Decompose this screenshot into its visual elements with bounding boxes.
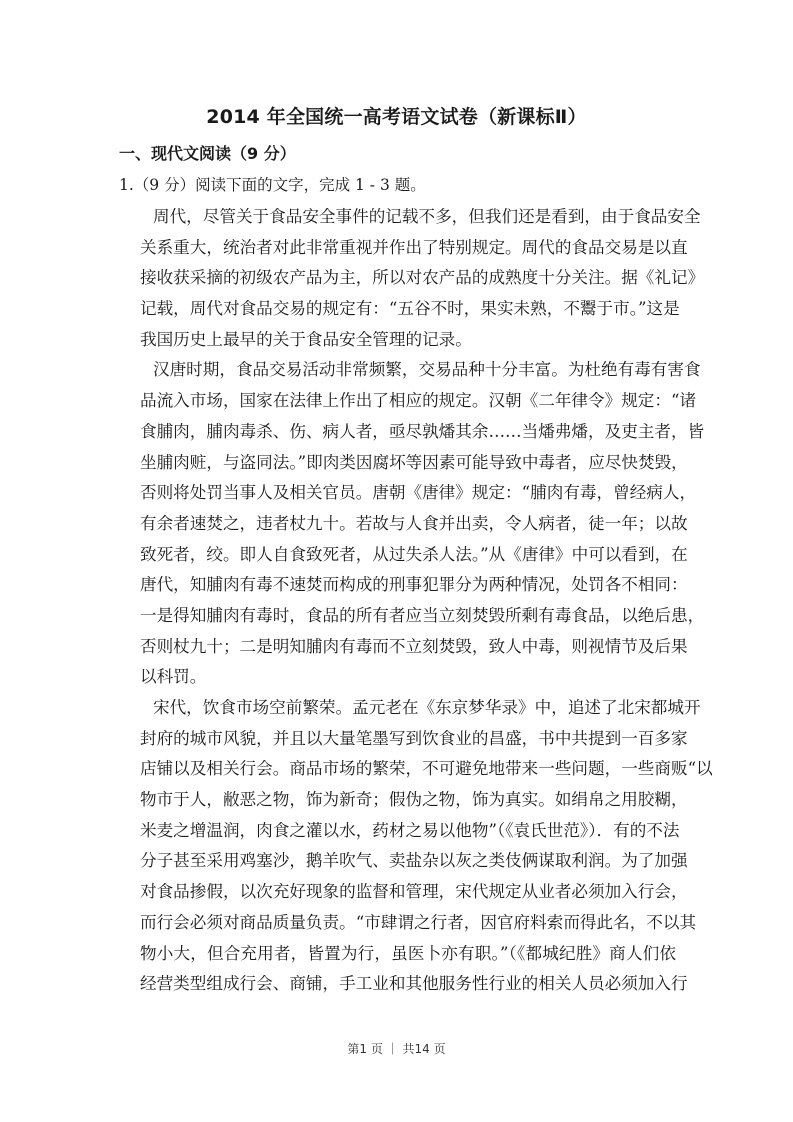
passage-line: 否则杖九十；二是明知脯肉有毒而不立刻焚毁，致人中毒，则视情节及后果 — [140, 636, 688, 656]
passage-line: 米麦之增温润，肉食之灌以水，药材之易以他物”（《袁氏世范》）．有的不法 — [140, 820, 680, 840]
passage-line: 经营类型组成行会、商铺，手工业和其他服务性行业的相关人员必须加入行 — [140, 974, 688, 994]
passage-line: 而行会必须对商品质量负责。“市肆谓之行者，因官府料索而得此名，不以其 — [140, 912, 697, 932]
section-heading: 一、现代文阅读（9 分） — [119, 144, 296, 163]
passage-line: 物小大，但合充用者，皆置为行，虽医卜亦有职。”（《都城纪胜》商人们依 — [140, 943, 676, 963]
passage-line: 唐代，知脯肉有毒不速焚而构成的刑事犯罪分为两种情况，处罚各不相同： — [140, 575, 688, 595]
passage-line: 店铺以及相关行会。商品市场的繁荣，不可避免地带来一些问题，一些商贩“以 — [140, 759, 713, 779]
passage-line: 物市于人，敝恶之物，饰为新奇；假伪之物，饰为真实。如绢帛之用胶糊， — [140, 790, 688, 810]
passage-line: 记载，周代对食品交易的规定有：“五谷不时，果实未熟，不鬻于市。”这是 — [140, 299, 680, 319]
passage-line: 对食品掺假，以次充好现象的监督和管理，宋代规定从业者必须加入行会， — [140, 882, 688, 902]
passage-line: 关系重大，统治者对此非常重视并作出了特别规定。周代的食品交易是以直 — [140, 237, 688, 257]
passage-line: 宋代，饮食市场空前繁荣。孟元老在《东京梦华录》中，追述了北宋都城开 — [153, 698, 701, 717]
passage-line: 品流入市场，国家在法律上作出了相应的规定。汉朝《二年律令》规定：“诸 — [140, 391, 697, 411]
passage-line: 接收获采摘的初级农产品为主，所以对农产品的成熟度十分关注。据《礼记》 — [140, 268, 705, 288]
passage-line: 食脯肉，脯肉毒杀、伤、病人者，亟尽孰燔其余……当燔弗燔，及吏主者，皆 — [140, 421, 705, 441]
passage-line: 否则将处罚当事人及相关官员。唐朝《唐律》规定：“脯肉有毒，曾经病人， — [140, 483, 697, 503]
reading-passage — [140, 202, 713, 1000]
page-title: 2014 年全国统一高考语文试卷（新课标Ⅱ） — [206, 106, 587, 128]
passage-line: 分子甚至采用鸡塞沙，鹅羊吹气、卖盐杂以灰之类伎俩谋取利润。为了加强 — [140, 851, 688, 871]
passage-line: 致死者，绞。即人自食致死者，从过失杀人法。”从《唐律》中可以看到，在 — [140, 544, 688, 564]
passage-line: 坐脯肉赃，与盗同法。”即肉类因腐坏等因素可能导致中毒者，应尽快焚毁， — [140, 452, 688, 472]
passage-line: 有余者速焚之，违者杖九十。若故与人食并出卖，令人病者，徒一年；以故 — [140, 513, 688, 533]
passage-line: 以科罚。 — [140, 667, 207, 687]
question-prompt: 1.（9 分）阅读下面的文字，完成 1 - 3 题。 — [119, 176, 426, 194]
passage-line: 汉唐时期，食品交易活动非常频繁，交易品种十分丰富。为杜绝有毒有害食 — [153, 360, 701, 380]
page-footer: 第1 页 ｜ 共14 页 — [347, 1042, 446, 1056]
passage-line: 我国历史上最早的关于食品安全管理的记录。 — [140, 329, 472, 349]
passage-line: 周代，尽管关于食品安全事件的记载不多，但我们还是看到，由于食品安全 — [153, 207, 701, 226]
passage-line: 一是得知脯肉有毒时，食品的所有者应当立刻焚毁所剩有毒食品，以绝后患， — [140, 605, 705, 625]
passage-line: 封府的城市风貌，并且以大量笔墨写到饮食业的昌盛，书中共提到一百多家 — [140, 728, 688, 748]
